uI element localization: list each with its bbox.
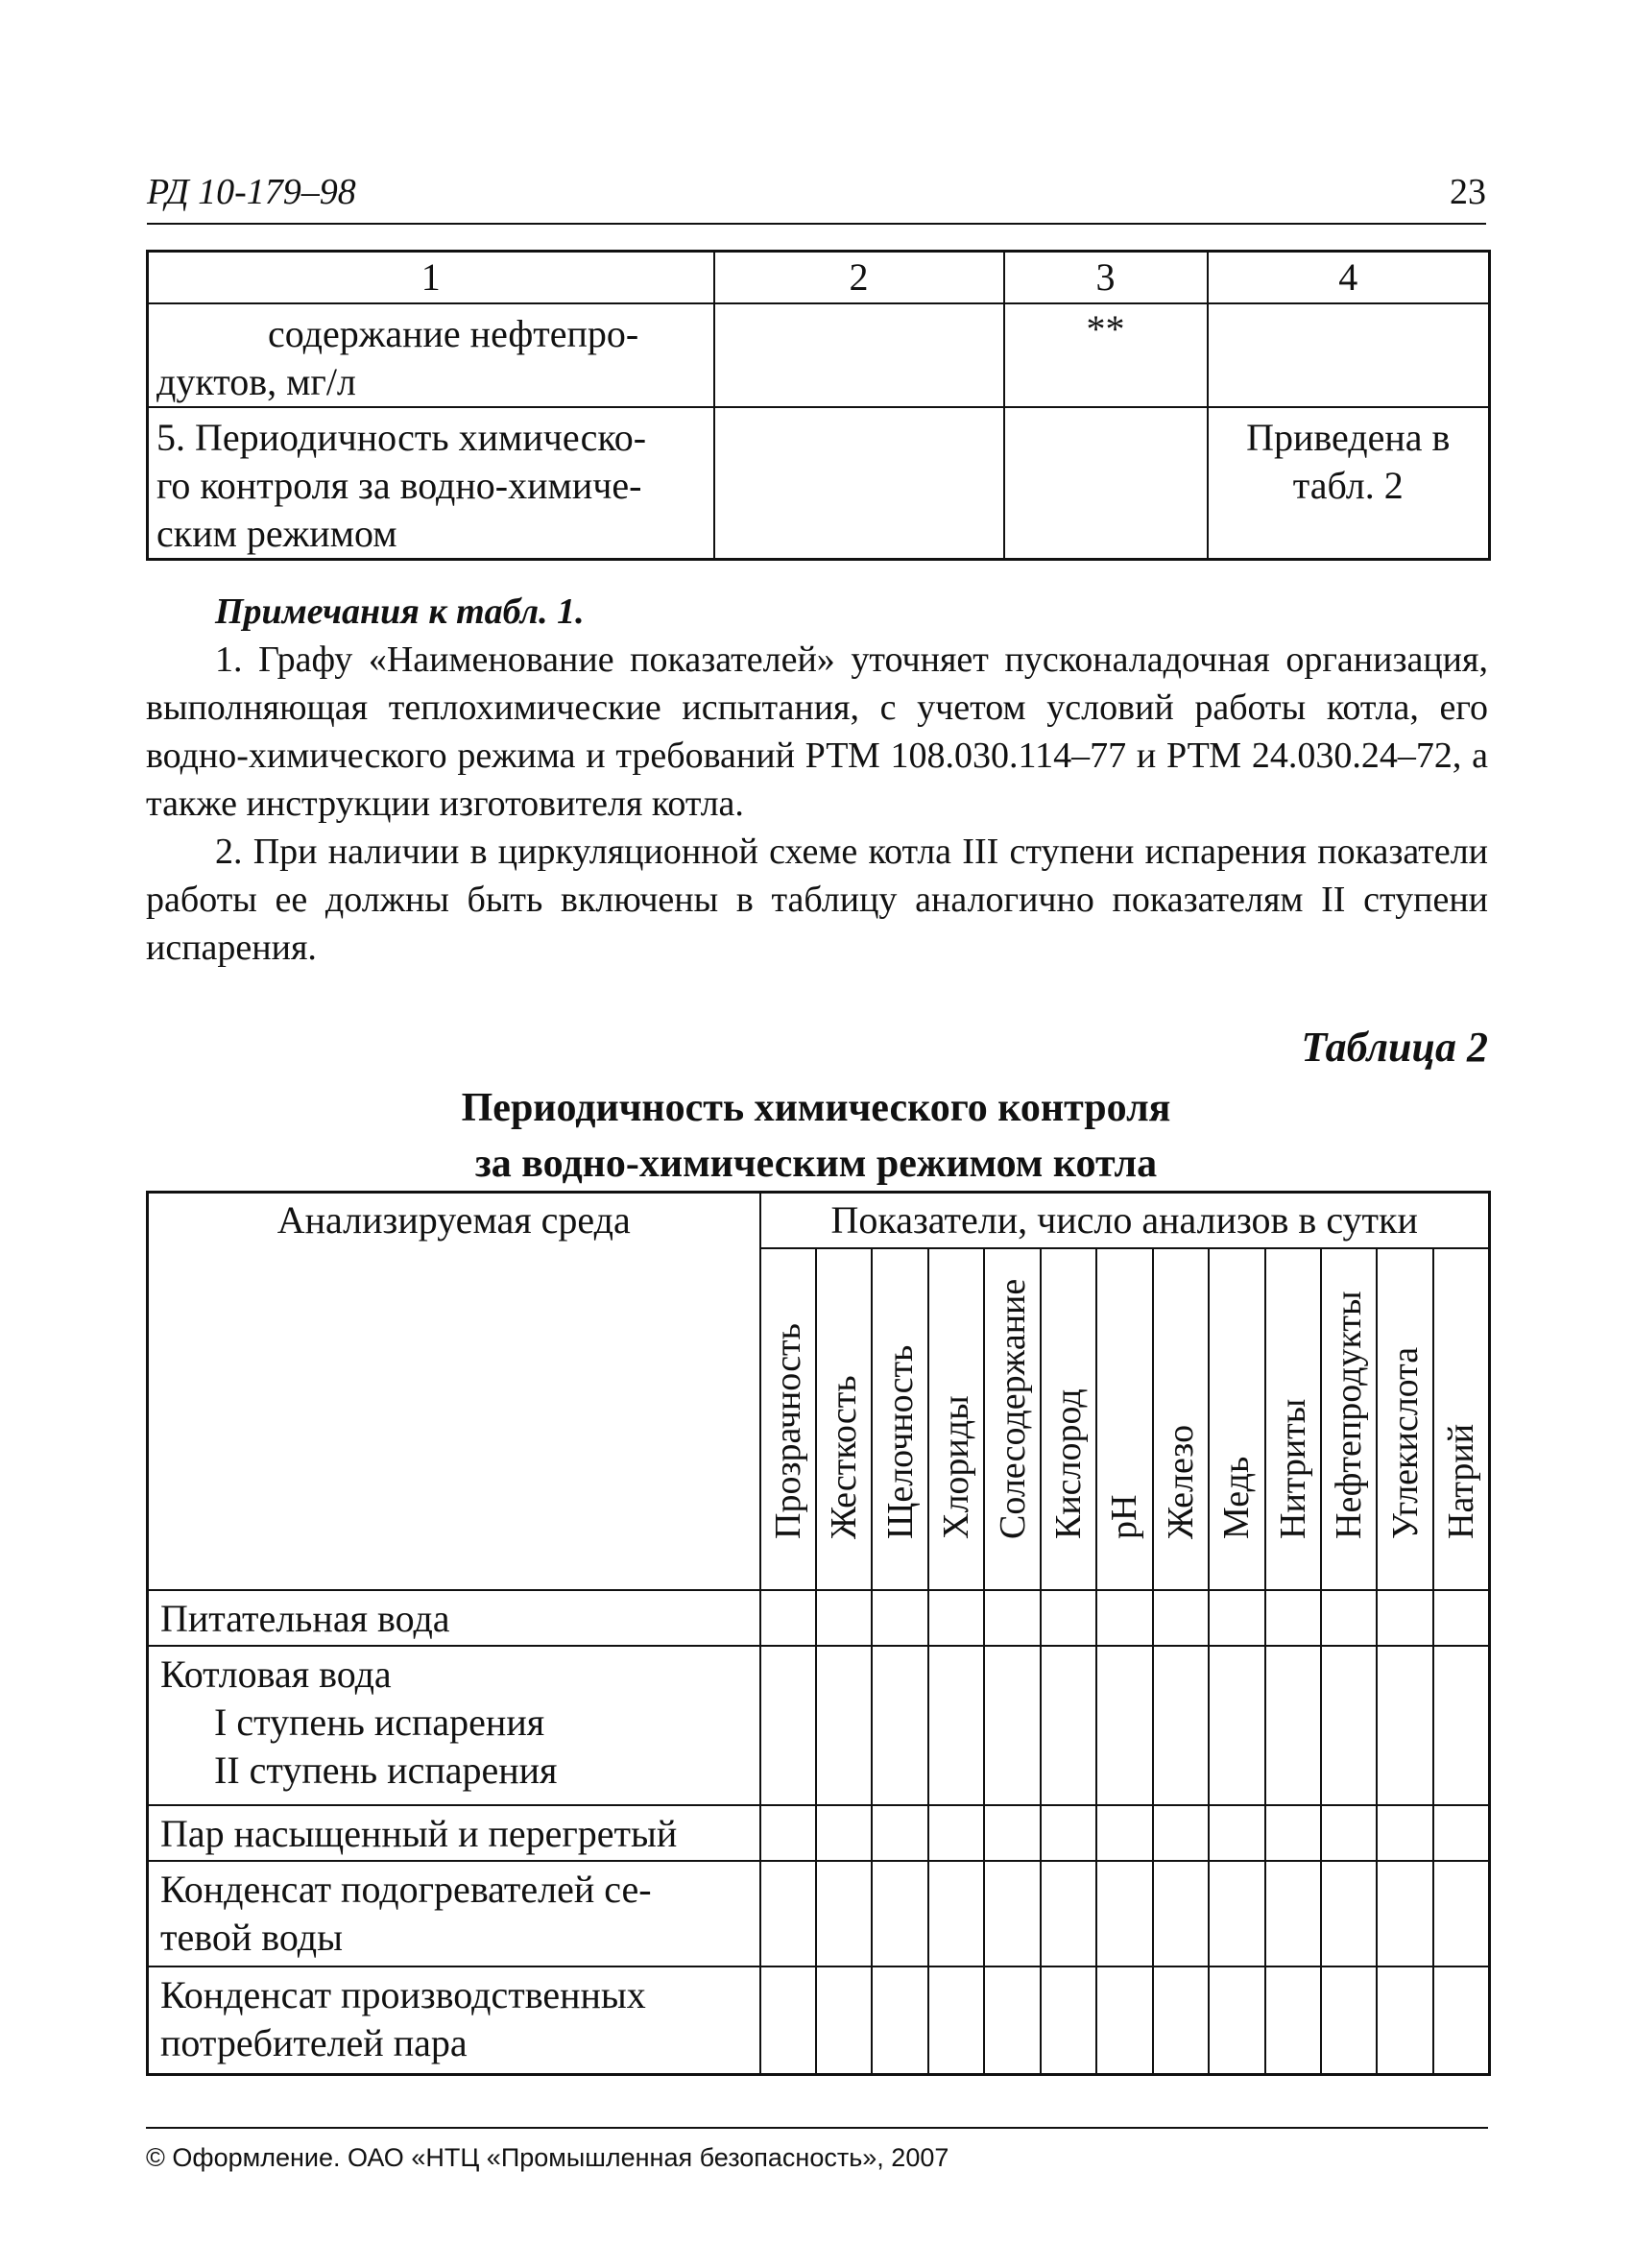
footer-rule bbox=[146, 2127, 1488, 2129]
table2-title-line: за водно-химическим режимом котла bbox=[474, 1142, 1158, 1186]
medium-line: Конденсат подогревателей се- bbox=[160, 1868, 652, 1911]
medium-cell bbox=[148, 1861, 760, 1966]
indicator-name: Щелочность bbox=[879, 1344, 921, 1539]
table2-row bbox=[148, 1646, 1490, 1805]
table2-title bbox=[288, 1080, 1344, 1192]
table1-reference: табл. 2 bbox=[1292, 464, 1404, 507]
indicator-name: Кислород bbox=[1047, 1388, 1089, 1539]
medium-cell bbox=[148, 1805, 760, 1861]
indicator-header bbox=[1153, 1248, 1209, 1590]
indicator-header bbox=[760, 1248, 816, 1590]
indicator-header bbox=[1096, 1248, 1152, 1590]
page-number: 23 bbox=[1450, 172, 1486, 212]
indicator-header bbox=[1265, 1248, 1321, 1590]
table2-row bbox=[148, 1966, 1490, 2074]
table1-footnote-mark: ** bbox=[1086, 307, 1125, 350]
table1-notes bbox=[146, 588, 1488, 972]
indicator-header bbox=[816, 1248, 872, 1590]
indicator-name: Медь bbox=[1216, 1456, 1258, 1539]
table1-reference: Приведена в bbox=[1246, 416, 1451, 459]
table2-row bbox=[148, 1861, 1490, 1966]
header-rule bbox=[147, 223, 1486, 225]
notes-title: Примечания к табл. 1. bbox=[215, 591, 585, 632]
table1-cell bbox=[1004, 303, 1208, 407]
indicator-header bbox=[1321, 1248, 1377, 1590]
table2-title-line: Периодичность химического контроля bbox=[461, 1086, 1171, 1130]
table1-cell bbox=[148, 407, 714, 560]
indicator-name: Солесодержание bbox=[992, 1278, 1033, 1539]
medium-line: Пар насыщенный и перегретый bbox=[160, 1812, 678, 1855]
table2-row bbox=[148, 1590, 1490, 1646]
table1-row bbox=[148, 303, 1490, 407]
indicator-header bbox=[1209, 1248, 1264, 1590]
medium-cell bbox=[148, 1966, 760, 2074]
note-item: 1. Графу «Наименование показателей» уточняет пусконаладочная организация, выполняющая теплохимические испытания, с учетом условий работы котла, его водно-химического режима и требований РТМ 108.030.114–77 и РТМ 24.030.24–72, а также инструкции изготовителя котла. bbox=[146, 639, 1488, 824]
table1-row bbox=[148, 407, 1490, 560]
medium-cell bbox=[148, 1646, 760, 1805]
note-item: 2. При наличии в циркуляционной схеме котла III ступени испарения показатели работы ее должны быть включены в таблицу аналогично показателям II ступени испарения. bbox=[146, 832, 1488, 968]
table2-row bbox=[148, 1805, 1490, 1861]
table1-cell bbox=[1208, 303, 1490, 407]
table1-column-numbers bbox=[148, 252, 1490, 304]
table2-medium-header: Анализируемая среда bbox=[148, 1193, 760, 1591]
table1-cell-line: содержание нефтепро- bbox=[268, 312, 639, 355]
table1-cell bbox=[714, 303, 1004, 407]
indicator-header bbox=[928, 1248, 984, 1590]
indicator-name: Хлориды bbox=[936, 1395, 977, 1539]
indicator-name: Натрий bbox=[1440, 1423, 1481, 1539]
table1-colnum: 1 bbox=[148, 252, 714, 304]
table1-colnum: 4 bbox=[1208, 252, 1490, 304]
indicator-name: Железо bbox=[1160, 1424, 1201, 1539]
footer-copyright: © Оформление. ОАО «НТЦ «Промышленная безопасность», 2007 bbox=[146, 2143, 949, 2172]
medium-line: Конденсат производственных bbox=[160, 1973, 646, 2016]
indicator-header bbox=[984, 1248, 1040, 1590]
indicator-name: Прозрачность bbox=[767, 1323, 808, 1539]
medium-subline: II ступень испарения bbox=[214, 1749, 558, 1792]
indicator-header bbox=[1377, 1248, 1432, 1590]
medium-line: Котловая вода bbox=[160, 1653, 392, 1696]
document-code: РД 10-179–98 bbox=[147, 172, 356, 212]
table1-cell-line: го контроля за водно-химиче- bbox=[156, 464, 642, 507]
table1-cell-line: дуктов, мг/л bbox=[156, 360, 356, 403]
indicator-name: pH bbox=[1104, 1494, 1145, 1539]
table2-label: Таблица 2 bbox=[1301, 1024, 1488, 1071]
table1-continuation bbox=[146, 250, 1491, 561]
medium-subline: I ступень испарения bbox=[214, 1701, 545, 1744]
table1-cell bbox=[1004, 407, 1208, 560]
table1-cell-line: 5. Периодичность химическо- bbox=[156, 416, 647, 459]
indicator-name: Нефтепродукты bbox=[1329, 1291, 1370, 1539]
indicator-name: Углекислота bbox=[1384, 1346, 1426, 1539]
indicator-header bbox=[1433, 1248, 1489, 1590]
table1-colnum: 2 bbox=[714, 252, 1004, 304]
table1-cell bbox=[148, 303, 714, 407]
table1-colnum: 3 bbox=[1004, 252, 1208, 304]
table1-cell bbox=[714, 407, 1004, 560]
medium-cell bbox=[148, 1590, 760, 1646]
indicator-header bbox=[872, 1248, 927, 1590]
indicator-name: Нитриты bbox=[1272, 1398, 1313, 1539]
table1-cell-line: ским режимом bbox=[156, 512, 397, 555]
indicator-name: Жесткость bbox=[824, 1375, 865, 1539]
table2 bbox=[146, 1191, 1491, 2076]
medium-line: потребителей пара bbox=[160, 2021, 468, 2064]
table2-indicators-header: Показатели, число анализов в сутки bbox=[760, 1193, 1490, 1249]
medium-line: Питательная вода bbox=[160, 1597, 450, 1640]
indicator-header bbox=[1041, 1248, 1096, 1590]
medium-line: тевой воды bbox=[160, 1916, 343, 1959]
table1-cell bbox=[1208, 407, 1490, 560]
